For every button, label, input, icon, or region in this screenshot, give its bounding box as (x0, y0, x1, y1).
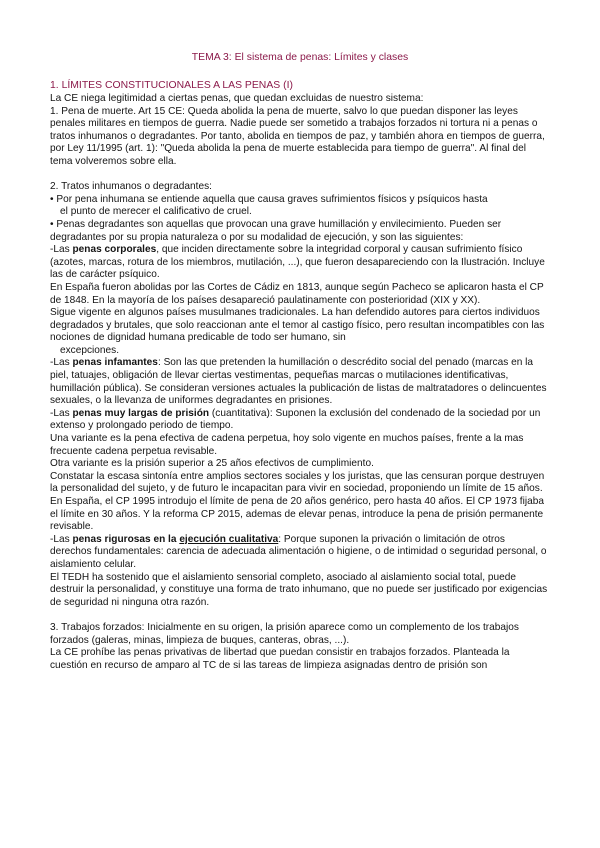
intro-paragraph: La CE niega legitimidad a ciertas penas, que quedan excluidas de nuestro sistema: (50, 93, 424, 104)
forced-labour-ce-paragraph: La CE prohíbe las penas privativas de libertad que puedan consistir en trabajos forzados. Planteada la cuestión en recurso de amparo al TC de si las tareas de limpieza asignadas dentro de prisión son (50, 647, 510, 671)
jurists-paragraph: Constatar la escasa sintonía entre amplios sectores sociales y los juristas, que las censuran porque destruyen la personalidad del sujeto, y de futuro le incapacitan para vivir en sociedad, proponiendo un límite de 15 años. (50, 470, 545, 495)
spain-limits-paragraph: En España, el CP 1995 introdujo el límite de pena de 20 años genérico, pero hasta 40 años. El CP 1973 fijaba el límite en 30 años. Y la reforma CP 2015, ademas de elevar penas, introduce la pena de prisión permanente revisable. (50, 496, 544, 533)
rigorous-term: penas rigurosas en la ejecución cualitativa (72, 533, 279, 545)
forced-labour-paragraph: 3. Trabajos forzados: Inicialmente en su origen, la prisión aparece como un complemento de los trabajos forzados (galeras, minas, limpieza de buques, canteras, obras, ...). (50, 621, 519, 646)
corporal-history: En España fueron abolidas por las Cortes de Cádiz en 1813, aunque según Pacheco se aplicaron hasta el CP de 1848. En la mayoría de los países desapareció paulatinamente con posterioridad (XIX y XX). (50, 281, 544, 306)
prison-25-paragraph: Otra variante es la prisión superior a 25 años efectivos de cumplimiento. (50, 458, 374, 470)
document-body (50, 93, 548, 672)
inhuman-treatment-heading: 2. Tratos inhumanos o degradantes: (50, 181, 212, 193)
bullet-degrading: • Penas degradantes son aquellas que provocan una grave humillación y envilecimiento. Pueden ser degradantes por su propia naturaleza o por su modalidad de ejecución, y son las siguientes: (50, 218, 502, 243)
bullet-inhuman-cont: el punto de merecer el calificativo de cruel. (60, 206, 252, 218)
long-prison-paragraph: -Las penas muy largas de prisión (cuantitativa): Suponen la exclusión del condenado de la sociedad por un extenso y prolongado periodo de tiempo. (50, 407, 541, 432)
corporal-current: Sigue vigente en algunos países musulmanes tradicionales. La han defendido autores para ciertos individuos degradados y brutales, que solo reaccionan ante el temor al castigo físico, pero resultan incompatibles con las nociones de dignidad humana predicable de todo ser humano, sin (50, 307, 545, 344)
death-penalty-paragraph: 1. Pena de muerte. Art 15 CE: Queda abolida la pena de muerte, salvo lo que puedan disponer las leyes penales militares en tiempos de guerra. Nadie puede ser sometido a trabajos forzados ni tortura ni a penas o tratos inhumanos o degradantes. Por tanto, abolida en tiempos de paz, y también ahora en tiempos de guerra, por Ley 11/1995 (art. 1): "Queda abolida la pena de muerte establecida para tiempo de guerra". Al final del tema volveremos sobre ella. (50, 105, 545, 167)
document-title: TEMA 3: El sistema de penas: Límites y clases (191, 52, 409, 63)
infamous-term: penas infamantes (72, 357, 158, 369)
corporal-term: penas corporales (72, 244, 157, 256)
bullet-inhuman: • Por pena inhumana se entiende aquella que causa graves sufrimientos físicos y psíquicos hasta (50, 193, 488, 205)
section-heading: 1. LÍMITES CONSTITUCIONALES A LAS PENAS (I) (50, 80, 293, 91)
corporal-current-cont: excepciones. (60, 344, 120, 356)
infamous-paragraph: -Las penas infamantes: Son las que pretenden la humillación o descrédito social del penado (marcas en la piel, tatuajes, obligación de llevar ciertas vestimentas, pequeñas marcas o mutilaciones identificativas, humillación pública). Se consideran versiones actuales la publicación de listas de maltratadores o delincuentes sexuales, o la llevanza de uniformes degradantes en prisiones. (50, 357, 547, 407)
life-sentence-paragraph: Una variante es la pena efectiva de cadena perpetua, hoy solo vigente en muchos países, frente a la mas frecuente cadena perpetua revisable. (50, 433, 524, 457)
long-prison-term: penas muy largas de prisión (72, 407, 210, 419)
corporal-paragraph: -Las penas corporales, que inciden directamente sobre la integridad corporal y causan sufrimiento físico (azotes, marcas, rotura de los miembros, mutilación, ...), que fueron desapareciendo con la Ilustración. Incluye las de carácter psíquico. (50, 244, 545, 281)
tedh-paragraph: El TEDH ha sostenido que el aislamiento sensorial completo, asociado al aislamiento social total, puede destruir la personalidad, y constituye una forma de trato inhumano, que no puede ser justificado por exigencias de seguridad ni ninguna otra razón. (50, 571, 548, 608)
rigorous-paragraph: -Las penas rigurosas en la ejecución cualitativa: Porque suponen la privación o limitación de otros derechos fundamentales: carencia de adecuada alimentación o higiene, o de intimidad o seguridad personal, o aislamiento celular. (50, 533, 547, 570)
